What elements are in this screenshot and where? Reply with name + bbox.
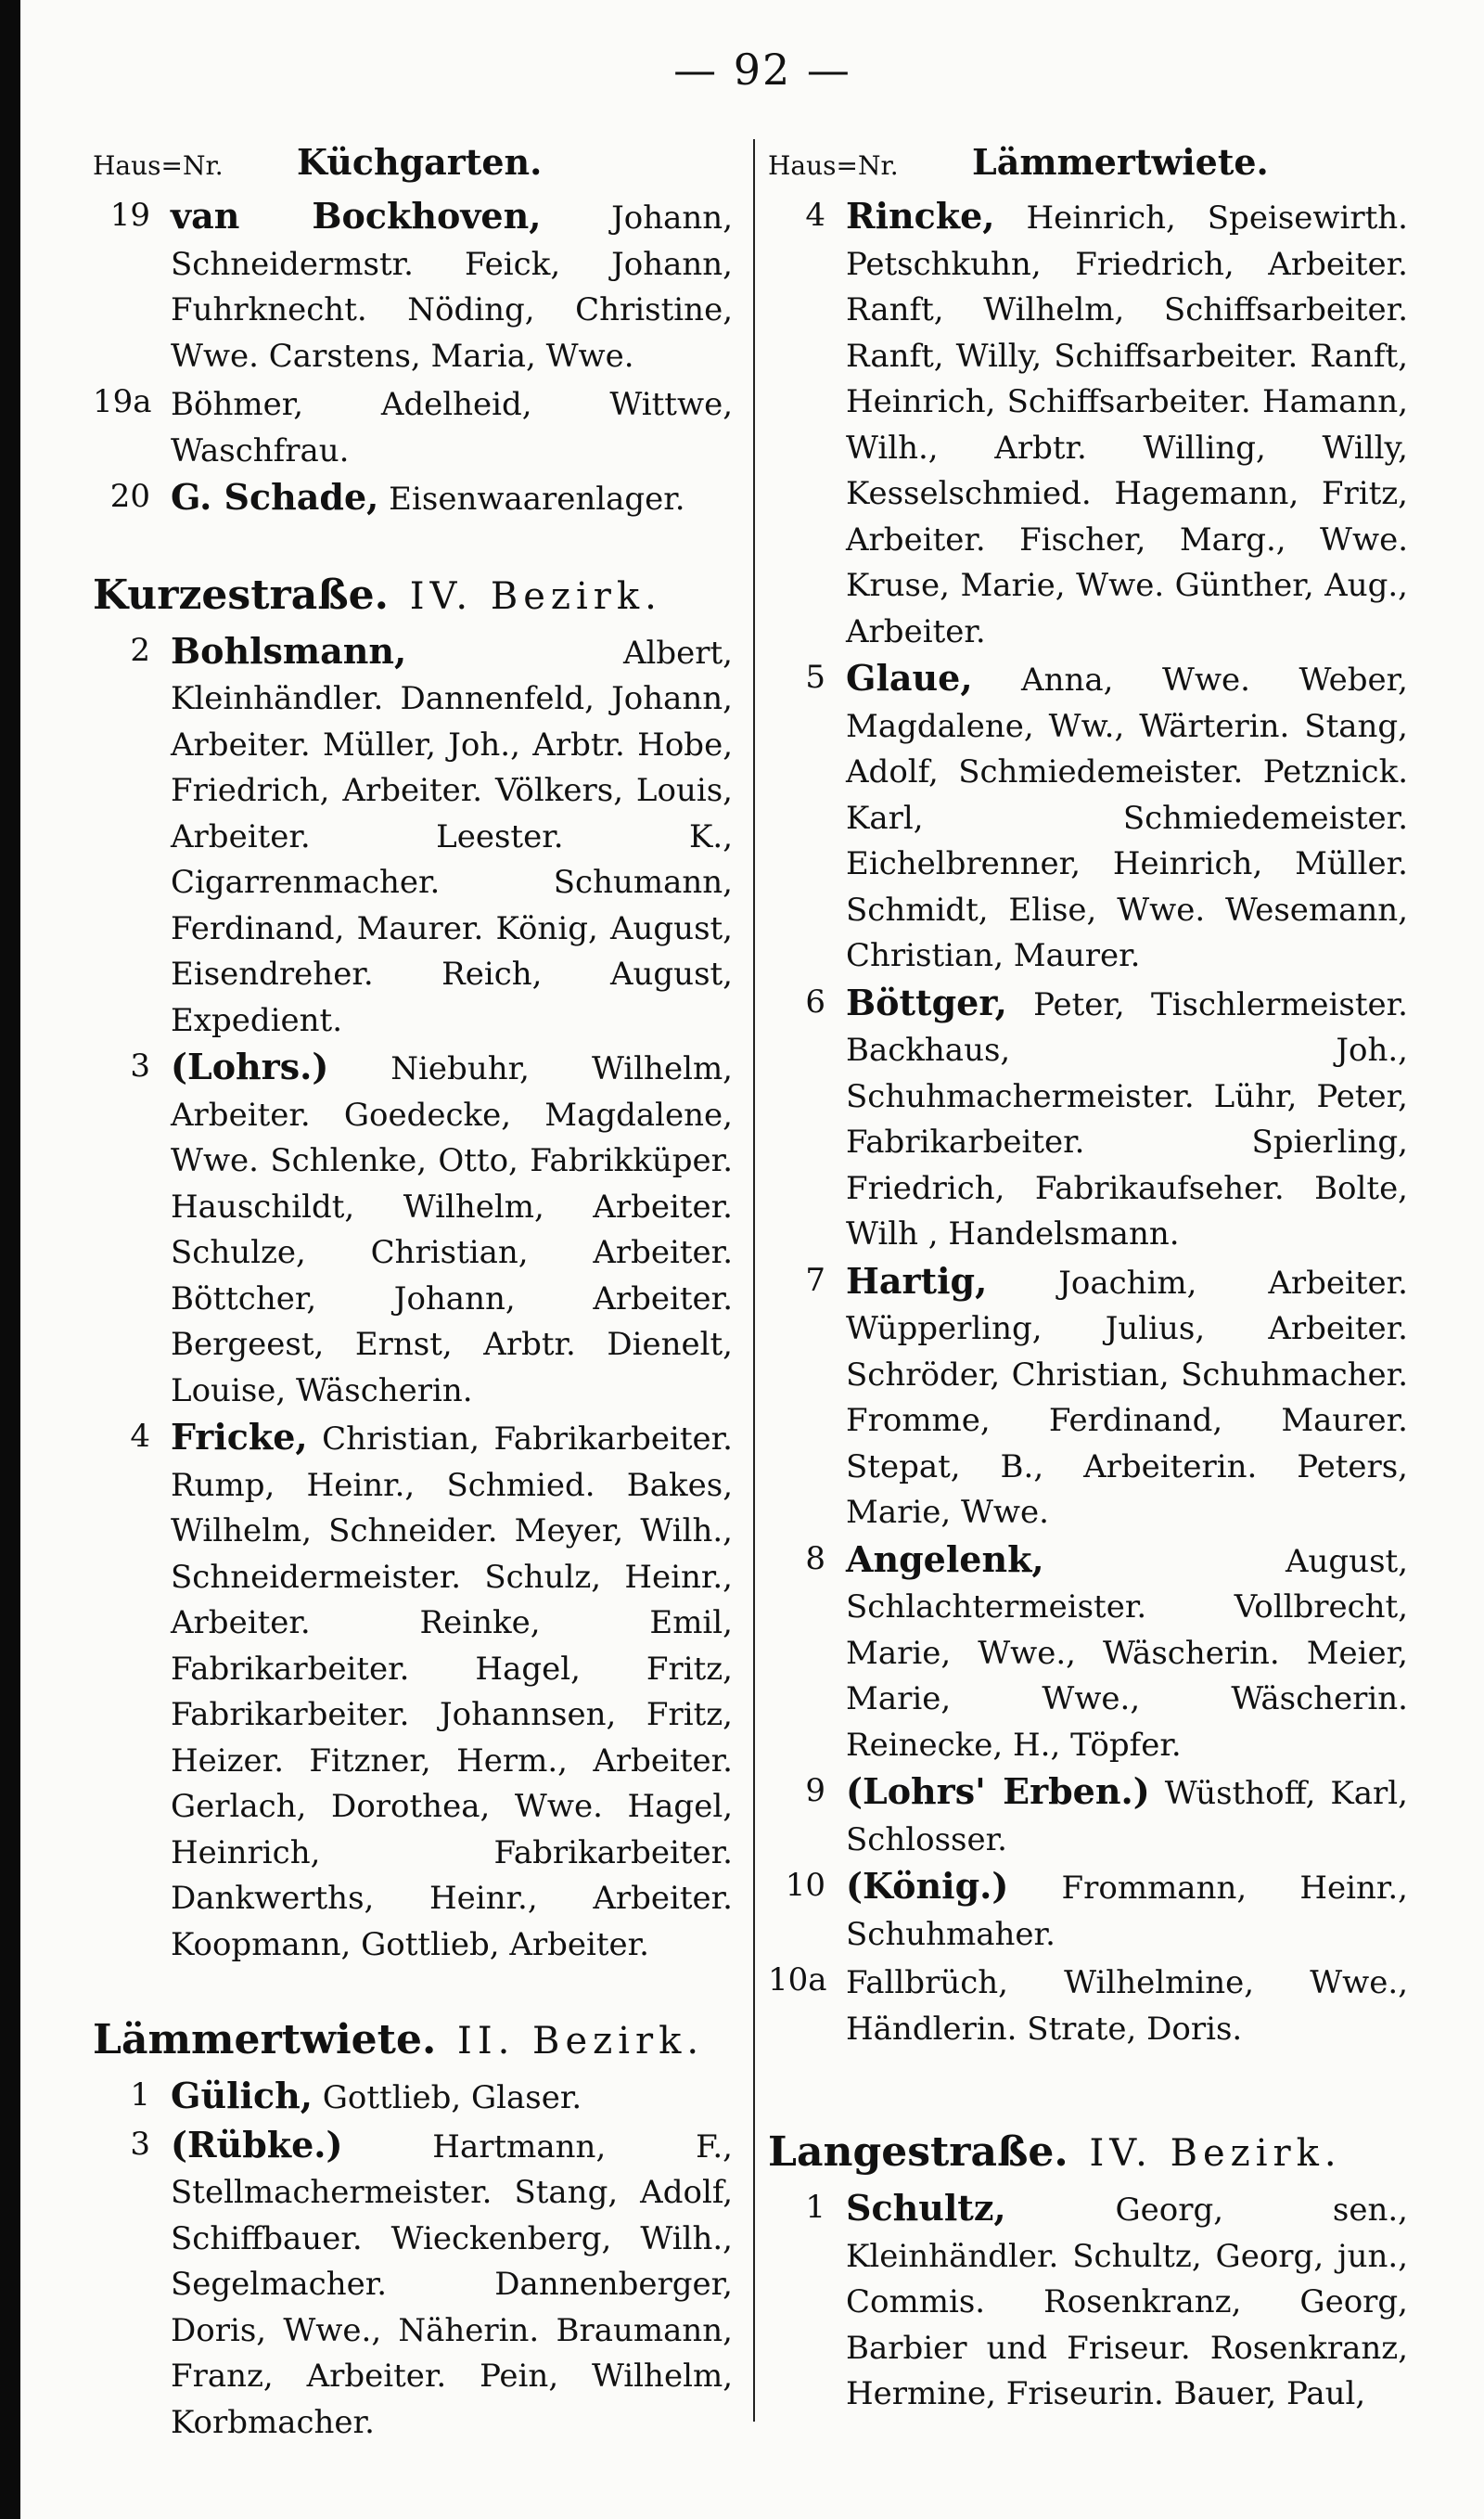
entry-text xyxy=(846,1258,1408,1536)
house-entry xyxy=(93,193,733,379)
street-title: Lämmertwiete. xyxy=(972,141,1269,183)
residents: Gottlieb, Glaser. xyxy=(312,2079,582,2116)
residents: Johann, Schneidermstr. Feick, Johann, Fuhrknecht. Nöding, Christine, Wwe. Carstens, Maria, Wwe. xyxy=(171,199,733,375)
house-entry xyxy=(93,2122,733,2447)
house-entry xyxy=(768,1536,1408,1769)
house-entry xyxy=(93,379,733,474)
house-entry xyxy=(768,1258,1408,1536)
owner-name: Schultz, xyxy=(846,2187,1006,2229)
section-street-name: Kurzestraße. xyxy=(93,571,389,619)
house-entry xyxy=(93,628,733,1045)
house-entry xyxy=(93,1414,733,1968)
house-number: 10 xyxy=(785,1867,825,1904)
residents: Georg, sen., Kleinhändler. Schultz, Georg, jun., Commis. Rosenkranz, Georg, Barbier und Friseur. Rosenkranz, Hermine, Friseurin. Bauer, Paul, xyxy=(846,2191,1408,2412)
owner-name: Bohlsmann, xyxy=(171,629,407,672)
entry-text xyxy=(171,1044,733,1414)
house-number: 5 xyxy=(805,659,825,696)
section-street-name: Lämmertwiete. xyxy=(93,2016,437,2063)
house-entry xyxy=(768,655,1408,980)
section-street-name: Langestraße. xyxy=(768,2128,1068,2176)
entry-text xyxy=(846,193,1408,655)
owner-name: (König.) xyxy=(846,1865,1009,1907)
house-number: 4 xyxy=(130,1418,150,1455)
entry-text xyxy=(846,1863,1408,1958)
entry-text xyxy=(846,655,1408,980)
residents: Albert, Kleinhändler. Dannenfeld, Johann, Arbeiter. Müller, Joh., Arbtr. Hobe, Friedrich, Arbeiter. Völkers, Louis, Arbeiter. Leester. K., Cigarrenmacher. Schumann, Ferdinand, Maurer. König, August, Eisendreher. Reich, August, Expedient. xyxy=(171,634,733,1039)
house-number: 9 xyxy=(805,1772,825,1809)
residents: Frommann, Heinr., Schuhmaher. xyxy=(846,1870,1408,1953)
house-number: 4 xyxy=(805,197,825,234)
haus-nr-label: Haus=Nr. xyxy=(768,150,899,181)
residents: Eisenwaarenlager. xyxy=(378,481,685,518)
house-entry xyxy=(768,1863,1408,1958)
section-district: II. Bezirk. xyxy=(457,2020,705,2063)
entry-text xyxy=(846,1536,1408,1769)
house-number: 3 xyxy=(130,1047,150,1085)
house-entry xyxy=(768,1768,1408,1863)
residents: August, Schlachtermeister. Vollbrecht, Marie, Wwe., Wäscherin. Meier, Marie, Wwe., Wäscherin. Reinecke, H., Töpfer. xyxy=(846,1542,1408,1764)
entry-text xyxy=(846,1768,1408,1863)
street-title: Küchgarten. xyxy=(297,141,543,183)
house-number: 2 xyxy=(130,631,150,669)
haus-nr-label: Haus=Nr. xyxy=(93,150,224,181)
entry-text xyxy=(171,193,733,379)
street-section-heading xyxy=(93,2012,733,2069)
house-number: 1 xyxy=(805,2189,825,2226)
house-entry xyxy=(93,474,733,523)
residents: Fallbrüch, Wilhelmine, Wwe., Händlerin. Strate, Doris. xyxy=(846,1964,1408,2048)
residents: Heinrich, Speisewirth. Petschkuhn, Friedrich, Arbeiter. Ranft, Wilhelm, Schiffsarbeiter. Ranft, Willy, Schiffsarbeiter. Ranft, Heinrich, Schiffsarbeiter. Hamann, Wilh., Arbtr. Willing, Willy, Kesselschmied. Hagemann, Fritz, Arbeiter. Fischer, Marg., Wwe. Kruse, Marie, Wwe. Günther, Aug., Arbeiter. xyxy=(846,199,1408,650)
house-entry xyxy=(93,1044,733,1414)
owner-name: Hartig, xyxy=(846,1259,988,1302)
residents: Hartmann, F., Stellmachermeister. Stang, Adolf, Schiffbauer. Wieckenberg, Wilh., Segelmacher. Dannenberger, Doris, Wwe., Näherin. Braumann, Franz, Arbeiter. Pein, Wilhelm, Korbmacher. xyxy=(171,2127,733,2441)
entry-text xyxy=(171,379,733,474)
entry-text xyxy=(846,980,1408,1258)
house-number: 8 xyxy=(805,1539,825,1577)
house-number: 10a xyxy=(768,1961,827,1998)
entry-text xyxy=(171,2122,733,2447)
house-number: 19 xyxy=(109,197,150,234)
entry-text xyxy=(846,1958,1408,2052)
house-entry xyxy=(768,2185,1408,2418)
section-district: IV. Bezirk. xyxy=(1089,2132,1342,2175)
owner-name: Böttger, xyxy=(846,981,1007,1023)
entry-text xyxy=(171,474,733,523)
street-section-heading xyxy=(93,568,733,624)
owner-name: (Rübke.) xyxy=(171,2123,343,2166)
owner-name: (Lohrs.) xyxy=(171,1046,329,1087)
entry-text xyxy=(846,2185,1408,2418)
house-number: 19a xyxy=(93,383,152,420)
house-number: 1 xyxy=(130,2076,150,2114)
entry-text xyxy=(171,2073,733,2122)
residents: Joachim, Arbeiter. Wüpperling, Julius, Arbeiter. Schröder, Christian, Schuhmacher. Fromme, Ferdinand, Maurer. Stepat, B., Arbeiterin. Peters, Marie, Wwe. xyxy=(846,1264,1408,1531)
residents: Böhmer, Adelheid, Wittwe, Waschfrau. xyxy=(171,386,733,469)
street-section-heading xyxy=(768,2125,1408,2181)
column-divider xyxy=(753,139,755,2422)
owner-name: Fricke, xyxy=(171,1416,308,1458)
section-district: IV. Bezirk. xyxy=(409,574,662,618)
entry-text xyxy=(171,1414,733,1968)
owner-name: Glaue, xyxy=(846,657,973,699)
house-number: 6 xyxy=(805,983,825,1021)
owner-name: Gülich, xyxy=(171,2075,313,2116)
owner-name: (Lohrs' Erben.) xyxy=(846,1770,1150,1812)
house-entry xyxy=(768,980,1408,1258)
owner-name: Rincke, xyxy=(846,195,995,237)
page-number: — 92 — xyxy=(673,45,851,95)
residents: Anna, Wwe. Weber, Magdalene, Ww., Wärterin. Stang, Adolf, Schmiedemeister. Petznick. Karl, Schmiedemeister. Eichelbrenner, Heinrich, Müller. Schmidt, Elise, Wwe. Wesemann, Christian, Maurer. xyxy=(846,662,1408,974)
left-column xyxy=(93,141,733,2446)
house-number: 3 xyxy=(130,2125,150,2163)
column-header xyxy=(768,141,1408,193)
house-entry xyxy=(768,193,1408,655)
owner-name: G. Schade, xyxy=(171,476,379,518)
owner-name: Angelenk, xyxy=(846,1537,1044,1580)
residents: Wüsthoff, Karl, Schlosser. xyxy=(846,1775,1408,1858)
residents: Peter, Tischlermeister. Backhaus, Joh., Schuhmachermeister. Lühr, Peter, Fabrikarbeiter. Spierling, Friedrich, Fabrikaufseher. Bolte, Wilh , Handelsmann. xyxy=(846,985,1408,1253)
right-column xyxy=(768,141,1408,2418)
house-number: 7 xyxy=(805,1261,825,1299)
entry-text xyxy=(171,628,733,1045)
house-number: 20 xyxy=(109,478,150,515)
house-entry xyxy=(93,2073,733,2122)
column-header xyxy=(93,141,733,193)
residents: Niebuhr, Wilhelm, Arbeiter. Goedecke, Magdalene, Wwe. Schlenke, Otto, Fabrikküper. Hauschildt, Wilhelm, Arbeiter. Schulze, Christian, Arbeiter. Böttcher, Johann, Arbeiter. Bergeest, Ernst, Arbtr. Dienelt, Louise, Wäscherin. xyxy=(171,1050,733,1409)
residents: Christian, Fabrikarbeiter. Rump, Heinr., Schmied. Bakes, Wilhelm, Schneider. Meyer, Wilh., Schneidermeister. Schulz, Heinr., Arbeiter. Reinke, Emil, Fabrikarbeiter. Hagel, Fritz, Fabrikarbeiter. Johannsen, Fritz, Heizer. Fitzner, Herm., Arbeiter. Gerlach, Dorothea, Wwe. Hagel, Heinrich, Fabrikarbeiter. Dankwerths, Heinr., Arbeiter. Koopmann, Gottlieb, Arbeiter. xyxy=(171,1420,733,1963)
house-entry xyxy=(768,1958,1408,2052)
owner-name: van Bockhoven, xyxy=(171,195,542,237)
